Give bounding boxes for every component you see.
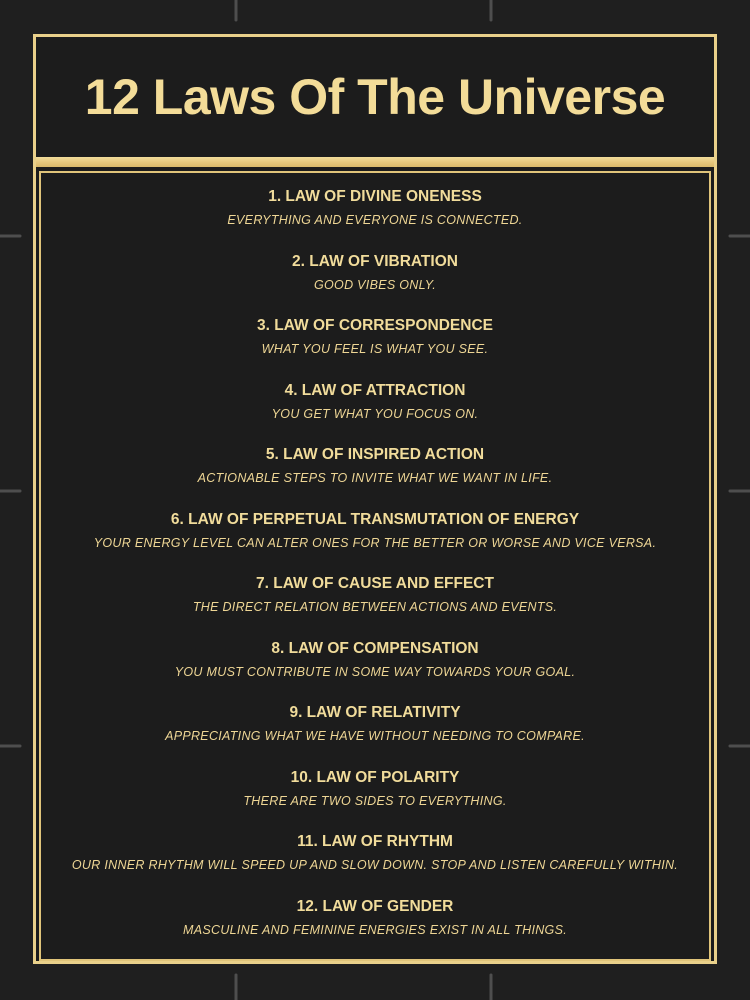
law-item	[36, 639, 714, 680]
law-item	[36, 316, 714, 357]
title-area	[36, 37, 714, 157]
law-title: 8. LAW OF COMPENSATION	[271, 639, 479, 657]
law-item	[36, 768, 714, 809]
law-description: YOU MUST CONTRIBUTE IN SOME WAY TOWARDS YOUR GOAL.	[174, 664, 576, 679]
law-item	[36, 703, 714, 744]
law-title: 3. LAW OF CORRESPONDENCE	[257, 317, 493, 334]
poster-frame	[33, 34, 717, 964]
law-item	[36, 574, 714, 615]
law-item	[36, 187, 714, 228]
gold-divider	[36, 157, 714, 167]
law-description: YOU GET WHAT YOU FOCUS ON.	[271, 406, 479, 421]
law-title: 12. LAW OF GENDER	[296, 897, 454, 915]
law-description: GOOD VIBES ONLY.	[314, 277, 436, 292]
law-title: 2. LAW OF VIBRATION	[292, 252, 458, 270]
law-item	[36, 381, 714, 422]
law-title: 5. LAW OF INSPIRED ACTION	[265, 446, 485, 463]
law-title: 11. LAW OF RHYTHM	[297, 833, 453, 850]
law-description: THERE ARE TWO SIDES TO EVERYTHING.	[243, 793, 507, 808]
law-description: OUR INNER RHYTHM WILL SPEED UP AND SLOW DOWN. STOP AND LISTEN CAREFULLY WITHIN.	[71, 858, 679, 872]
law-title: 4. LAW OF ATTRACTION	[284, 381, 466, 399]
law-description: WHAT YOU FEEL IS WHAT YOU SEE.	[261, 342, 489, 356]
law-item	[36, 445, 714, 486]
law-title: 6. LAW OF PERPETUAL TRANSMUTATION OF ENERGY	[170, 510, 580, 528]
poster-title: 12 Laws Of The Universe	[84, 69, 666, 125]
law-description: ACTIONABLE STEPS TO INVITE WHAT WE WANT IN LIFE.	[197, 471, 553, 485]
law-item	[36, 832, 714, 873]
law-description: APPRECIATING WHAT WE HAVE WITHOUT NEEDING TO COMPARE.	[165, 729, 585, 743]
law-title: 10. LAW OF POLARITY	[290, 768, 460, 786]
law-description: MASCULINE AND FEMININE ENERGIES EXIST IN ALL THINGS.	[183, 922, 567, 937]
law-item	[36, 510, 714, 551]
law-description: THE DIRECT RELATION BETWEEN ACTIONS AND EVENTS.	[192, 600, 558, 614]
law-item	[36, 252, 714, 293]
law-description: YOUR ENERGY LEVEL CAN ALTER ONES FOR THE BETTER OR WORSE AND VICE VERSA.	[93, 535, 657, 550]
law-item	[36, 897, 714, 938]
law-title: 9. LAW OF RELATIVITY	[289, 704, 461, 721]
law-title: 7. LAW OF CAUSE AND EFFECT	[256, 575, 494, 592]
law-description: EVERYTHING AND EVERYONE IS CONNECTED.	[227, 213, 523, 227]
law-title: 1. LAW OF DIVINE ONENESS	[268, 188, 482, 205]
